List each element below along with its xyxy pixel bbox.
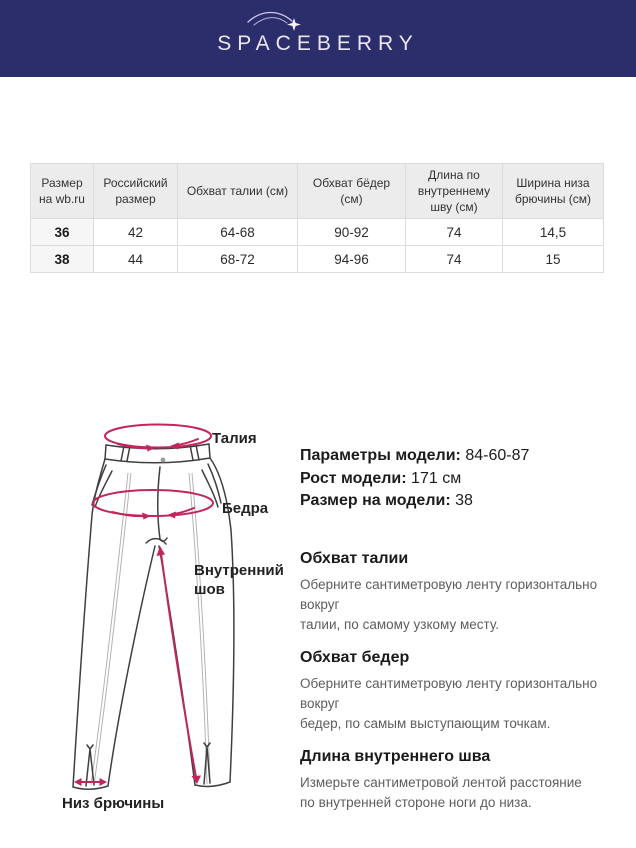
col-header-waist: Обхват талии (см) (178, 164, 298, 219)
section-body: Измерьте сантиметровой лентой расстояние по внутренней стороне ноги до низа. (300, 775, 582, 810)
cell-inseam: 74 (406, 246, 503, 273)
left-hem (73, 786, 108, 789)
param-label: Параметры модели: (300, 447, 461, 464)
param-value: 38 (455, 492, 473, 509)
header-band (0, 0, 636, 77)
cell-hem-width: 15 (503, 246, 604, 273)
brand-logo (217, 32, 419, 56)
param-label: Рост модели: (300, 469, 407, 487)
guide-section-hips (300, 648, 620, 734)
section-body: Оберните сантиметровую ленту горизонтально вокруг талии, по самому узкому месту. (300, 577, 598, 632)
left-hem-slit (86, 745, 94, 786)
hips-label: Бедра (222, 500, 269, 517)
cell-wb-size: 36 (31, 219, 94, 246)
param-measurements (300, 445, 620, 468)
param-height (300, 468, 620, 491)
col-header-hips: Обхват бёдер (см) (298, 164, 406, 219)
fly-line (158, 467, 167, 541)
col-header-hem-width: Ширина низа брючины (см) (503, 164, 604, 219)
waist-label: Талия (212, 430, 257, 447)
table-row (31, 246, 604, 273)
col-header-inseam: Длина по внутреннему шву (см) (406, 164, 503, 219)
guide-section-inseam (300, 747, 620, 813)
section-body: Оберните сантиметровую ленту горизонтально вокруг бедер, по самым выступающим точкам. (300, 676, 598, 731)
size-table-header-row (31, 164, 604, 219)
comet-icon (245, 8, 307, 38)
section-title: Обхват талии (300, 550, 409, 567)
cell-inseam: 74 (406, 219, 503, 246)
size-table (30, 163, 604, 273)
cell-wb-size: 38 (31, 246, 94, 273)
model-params (300, 445, 620, 513)
left-inner-seam (108, 546, 155, 786)
cell-hips: 90-92 (298, 219, 406, 246)
hem-label: Низ брючины (62, 795, 165, 812)
table-row (31, 219, 604, 246)
col-header-ru-size: Российский размер (94, 164, 178, 219)
measuring-guide (300, 549, 620, 826)
right-hem (195, 782, 230, 786)
brand-logo-text: SPACEBERRY (217, 31, 419, 55)
cell-hem-width: 14,5 (503, 219, 604, 246)
cell-ru-size: 44 (94, 246, 178, 273)
cell-hips: 94-96 (298, 246, 406, 273)
col-header-wb-size: Размер на wb.ru (31, 164, 94, 219)
pants-diagram (50, 415, 290, 815)
cell-ru-size: 42 (94, 219, 178, 246)
param-size (300, 490, 620, 513)
inseam-label: Внутренний шов (194, 562, 284, 598)
pants-sketch (50, 415, 290, 815)
param-label: Размер на модели: (300, 492, 451, 509)
param-value: 84-60-87 (465, 447, 530, 464)
section-title: Обхват бедер (300, 649, 410, 666)
guide-section-waist (300, 549, 620, 635)
param-value: 171 см (411, 469, 462, 487)
cell-waist: 64-68 (178, 219, 298, 246)
section-title: Длина внутреннего шва (300, 748, 491, 765)
cell-waist: 68-72 (178, 246, 298, 273)
waist-button (161, 458, 166, 463)
